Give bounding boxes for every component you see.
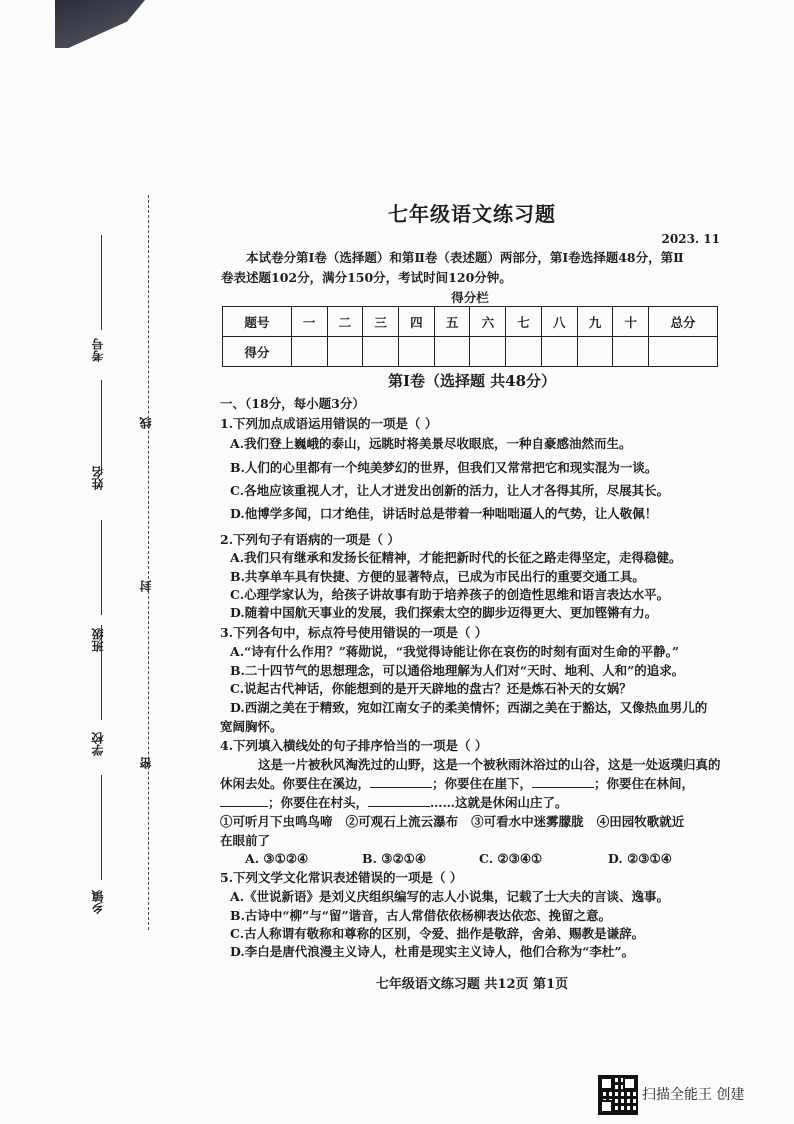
name-line (101, 380, 102, 475)
score-blank-cell (291, 337, 327, 367)
q1-option-b: B.人们的心里都有一个纯美梦幻的世界，但我们又常常把它和现实混为一谈。 (230, 460, 658, 475)
score-cell: 题号 (223, 307, 292, 337)
score-cell: 总分 (649, 307, 718, 337)
section-heading: 一、（18分，每小题3分） (220, 396, 365, 411)
town-line (101, 775, 102, 880)
q3-option-d-cont: 宽阔胸怀。 (220, 719, 283, 734)
q4-sentence-4-cont: 在眼前了 (220, 833, 271, 848)
score-table-header-row (223, 307, 718, 337)
class-line (101, 520, 102, 615)
score-cell: 五 (434, 307, 470, 337)
q5-option-a: A.《世说新语》是刘义庆组织编写的志人小说集，记载了士大夫的言谈、逸事。 (230, 889, 670, 904)
qr-finder (600, 1077, 613, 1090)
instructions-line-1: 本试卷分第Ⅰ卷（选择题）和第Ⅱ卷（表述题）两部分，第Ⅰ卷选择题48分，第Ⅱ (246, 250, 684, 265)
q5-stem: 5.下列文学文化常识表述错误的一项是（ ） (220, 870, 463, 885)
q4-passage-text: ；你要住在村头， (268, 795, 369, 810)
q4-sentence-1: ①可听月下虫鸣鸟啼 (220, 814, 333, 829)
q5-option-b: B.古诗中“柳”与“留”谐音，古人常借依依杨柳表达依恋、挽留之意。 (230, 908, 612, 923)
fill-blank (532, 775, 594, 788)
page-footer: 七年级语文练习题 共12页 第1页 (375, 977, 569, 992)
q4-passage-text: ；你要住在林间， (594, 776, 695, 791)
exam-no-label: 考号 (91, 338, 105, 362)
q3-option-b: B.二十四节气的思想理念，可以通俗地理解为人们对“天时、地利、人和”的追求。 (230, 663, 685, 678)
q2-stem: 2.下列句子有语病的一项是（ ） (220, 532, 400, 547)
fill-blank (368, 794, 430, 807)
q4-passage-line-3 (220, 793, 568, 811)
binding-dashed-line (148, 195, 149, 930)
school-label: 学校 (91, 732, 105, 756)
class-label: 班级 (91, 628, 105, 652)
score-table-caption: 得分栏 (451, 290, 489, 305)
score-blank-cell (363, 337, 399, 367)
score-table-score-row (223, 337, 718, 367)
scanner-watermark: 扫描全能王 创建 (642, 1087, 745, 1103)
score-blank-cell (577, 337, 613, 367)
exam-date: 2023. 11 (661, 232, 720, 246)
score-cell: 四 (398, 307, 434, 337)
score-blank-cell (470, 337, 506, 367)
score-table (222, 306, 718, 367)
q1-stem: 1.下列加点成语运用错误的一项是（ ） (220, 416, 438, 431)
score-cell: 七 (506, 307, 542, 337)
name-label: 姓名 (91, 466, 105, 490)
q4-option-c: C. ②③④① (479, 851, 543, 866)
qr-finder (600, 1100, 613, 1113)
q3-stem: 3.下列各句中，标点符号使用错误的一项是（ ） (220, 625, 488, 640)
q5-option-c: C.古人称谓有敬称和尊称的区别，令爱、拙作是敬辞，舍弟、赐教是谦辞。 (230, 926, 645, 941)
score-blank-cell (398, 337, 434, 367)
q4-passage-text: 休闲去处。你要住在溪边， (220, 776, 371, 791)
q4-option-a: A. ③①②④ (245, 851, 309, 866)
q4-option-d: D. ②③①④ (608, 851, 672, 866)
fill-blank (220, 794, 268, 807)
qr-finder (623, 1077, 636, 1090)
score-cell: 二 (327, 307, 363, 337)
q4-passage-line-2 (220, 774, 694, 792)
score-cell: 八 (541, 307, 577, 337)
qr-code-icon (598, 1075, 638, 1115)
dense-mark: 密 (139, 757, 153, 769)
q5-option-d: D.李白是唐代浪漫主义诗人，杜甫是现实主义诗人，他们合称为“李杜”。 (230, 944, 635, 959)
score-cell: 十 (613, 307, 649, 337)
score-cell: 三 (363, 307, 399, 337)
fill-blank (370, 775, 432, 788)
line-mark: 线 (139, 417, 153, 429)
q1-option-a: A.我们登上巍峨的泰山，远眺时将美景尽收眼底，一种自豪感油然而生。 (230, 436, 632, 451)
q2-option-c: C.心理学家认为，给孩子讲故事有助于培养孩子的创造性思维和语言表达水平。 (230, 587, 670, 602)
q4-sentence-2: ②可观石上流云瀑布 (345, 814, 459, 829)
score-blank-cell (506, 337, 542, 367)
q2-option-b: B.共享单车具有快捷、方便的显著特点，已成为市民出行的重要交通工具。 (230, 569, 645, 584)
q1-option-c: C.各地应该重视人才，让人才迸发出创新的活力，让人才各得其所，尽展其长。 (230, 483, 670, 498)
exam-instructions (221, 248, 721, 288)
score-row-label: 得分 (223, 337, 292, 367)
town-label: 乡镇 (91, 890, 105, 914)
q3-option-c: C.说起古代神话，你能想到的是开天辟地的盘古？还是炼石补天的女娲？ (230, 681, 632, 696)
instructions-line-2: 卷表述题102分，满分150分，考试时间120分钟。 (221, 270, 512, 285)
q4-passage-line-1: 这是一片被秋风淘洗过的山野，这是一个被秋雨沐浴过的山谷，这是一处返璞归真的 (258, 757, 721, 772)
score-cell: 一 (291, 307, 327, 337)
part-1-title: 第Ⅰ卷（选择题 共48分） (387, 372, 557, 390)
q4-option-b: B. ③②①④ (362, 851, 427, 866)
q4-passage-text: ；你要住在崖下， (432, 776, 533, 791)
q3-option-a: A.“诗有什么作用？”蒋勋说，“我觉得诗能让你在哀伤的时刻有面对生命的平静。” (230, 644, 680, 659)
q4-sentence-options (220, 812, 684, 830)
exam-no-line (101, 235, 102, 330)
q4-sentence-4: ④田园牧歌就近 (596, 814, 685, 829)
q3-option-d: D.西湖之美在于精致，宛如江南女子的柔美情怀；西湖之美在于豁达，又像热血男儿的 (230, 700, 708, 715)
score-cell: 九 (577, 307, 613, 337)
scan-corner-shadow (55, 0, 145, 48)
q4-stem: 4.下列填入横线处的句子排序恰当的一项是（ ） (220, 738, 488, 753)
score-blank-cell (613, 337, 649, 367)
q2-option-a: A.我们只有继承和发扬长征精神，才能把新时代的长征之路走得坚定，走得稳健。 (230, 550, 682, 565)
score-blank-cell (327, 337, 363, 367)
q4-sentence-3: ③可看水中迷雾朦胧 (471, 814, 584, 829)
score-blank-cell (649, 337, 718, 367)
q2-option-d: D.随着中国航天事业的发展，我们探索太空的脚步迈得更大、更加铿锵有力。 (230, 605, 658, 620)
score-blank-cell (541, 337, 577, 367)
score-blank-cell (434, 337, 470, 367)
seal-mark: 封 (139, 580, 153, 592)
q4-passage-text: ……这就是休闲山庄了。 (430, 795, 568, 810)
page-title: 七年级语文练习题 (388, 202, 556, 226)
score-cell: 六 (470, 307, 506, 337)
q1-option-d: D.他博学多闻，口才绝佳，讲话时总是带着一种咄咄逼人的气势，让人敬佩！ (230, 506, 658, 521)
